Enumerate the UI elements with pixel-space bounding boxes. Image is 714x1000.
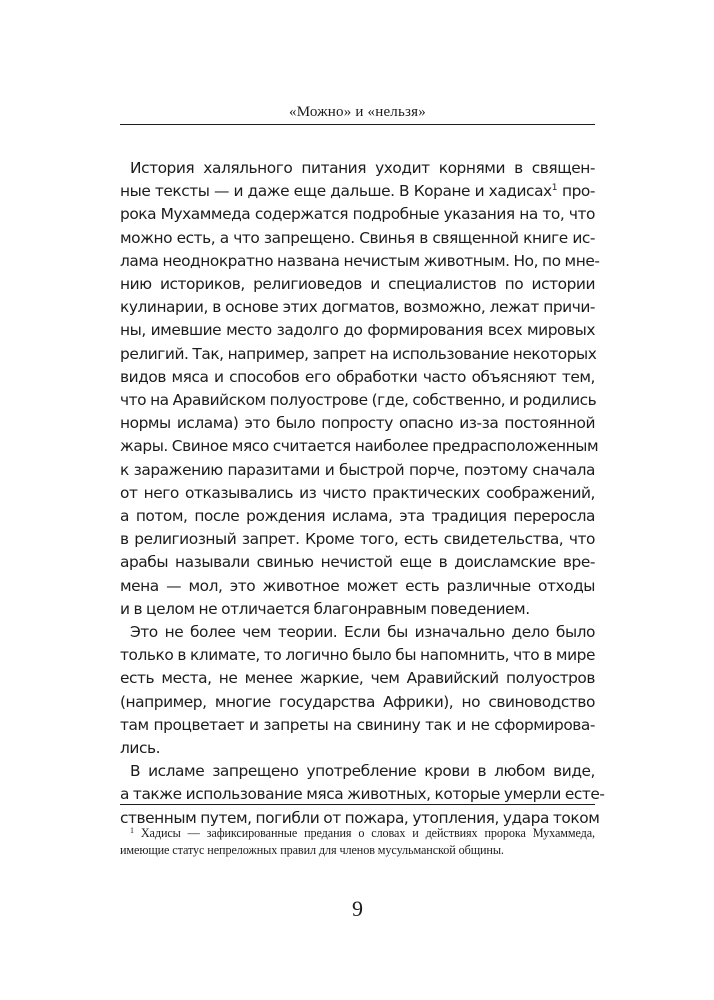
text-line: есть места, не менее жаркие, чем Аравийский полуостров (120, 669, 595, 688)
text-line: к заражению паразитами и быстрой порче, поэтому сначала (120, 460, 595, 479)
text-line: нормы ислама) это было попросту опасно из-за постоянной (120, 414, 595, 433)
footnote-line: имеющие статус непреложных правил для членов мусульманской общины. (120, 842, 504, 857)
text-line: История халяльного питания уходит корнями в священ- (130, 159, 595, 177)
text-line: что на Аравийском полуострове (где, собственно, и родились (120, 391, 597, 410)
paragraph-2 (120, 621, 595, 760)
text-line-part: ные тексты — и даже еще дальше. В Коране и хадисах (120, 182, 552, 201)
footnote-marker: 1 (130, 826, 134, 835)
text-line: ственным путем, погибли от пожара, утопления, удара током (120, 808, 600, 827)
text-line: нию историков, религиоведов и специалистов по истории (120, 275, 595, 294)
text-line: ны, имевшие место задолго до формирования всех мировых (120, 321, 595, 340)
text-line: и в целом не отличается благонравным поведением. (120, 599, 530, 618)
text-line: лись. (120, 739, 161, 758)
text-line-part: про- (561, 182, 595, 201)
text-line: мена — мол, это животное может есть различные отходы (120, 576, 595, 595)
text-line: в религиозный запрет. Кроме того, есть свидетельства, что (120, 530, 595, 549)
text-line: арабы называли свинью нечистой еще в доисламские вре- (120, 553, 595, 572)
footnote (120, 825, 595, 858)
footnote-rule (120, 804, 595, 805)
header-rule (120, 124, 595, 125)
text-line: кулинарии, в основе этих догматов, возможно, лежат причи- (120, 298, 595, 317)
text-line: лама неоднократно названа нечистым животным. Но, по мне- (120, 251, 600, 270)
text-line: от него отказывались из чисто практических соображений, (120, 483, 595, 502)
paragraph-3 (120, 760, 605, 830)
text-line: религий. Так, например, запрет на использование некоторых (120, 344, 597, 363)
text-line: (например, многие государства Африки), но свиноводство (120, 692, 595, 711)
main-text (120, 157, 605, 830)
text-line: В исламе запрещено употребление крови в любом виде, (130, 762, 595, 781)
text-line: можно есть, а что запрещено. Свинья в священной книге ис- (120, 228, 595, 247)
text-line (120, 180, 595, 203)
footnote-line (120, 825, 595, 842)
text-line: Это не более чем теории. Если бы изначально дело было (130, 623, 595, 642)
text-line: там процветает и запреты на свинину так и не сформирова- (120, 715, 595, 734)
text-line: рока Мухаммеда содержатся подробные указания на то, что (120, 205, 595, 224)
text-line: а также использование мяса животных, которые умерли есте- (120, 785, 605, 804)
paragraph-1 (120, 157, 600, 621)
text-line: только в климате, то логично было бы напомнить, что в мире (120, 646, 595, 665)
footnote-reference: 1 (551, 183, 558, 194)
running-head: «Можно» и «нельзя» (289, 104, 426, 120)
page-number: 9 (352, 896, 363, 921)
text-line: жары. Свиное мясо считается наиболее предрасположенным (120, 437, 599, 456)
footnote-text: Хадисы — зафиксированные предания о словах и действиях пророка Мухаммеда, (140, 826, 595, 840)
text-line: а потом, после рождения ислама, эта традиция переросла (120, 507, 595, 526)
text-line: видов мяса и способов его обработки часто объясняют тем, (120, 367, 595, 386)
